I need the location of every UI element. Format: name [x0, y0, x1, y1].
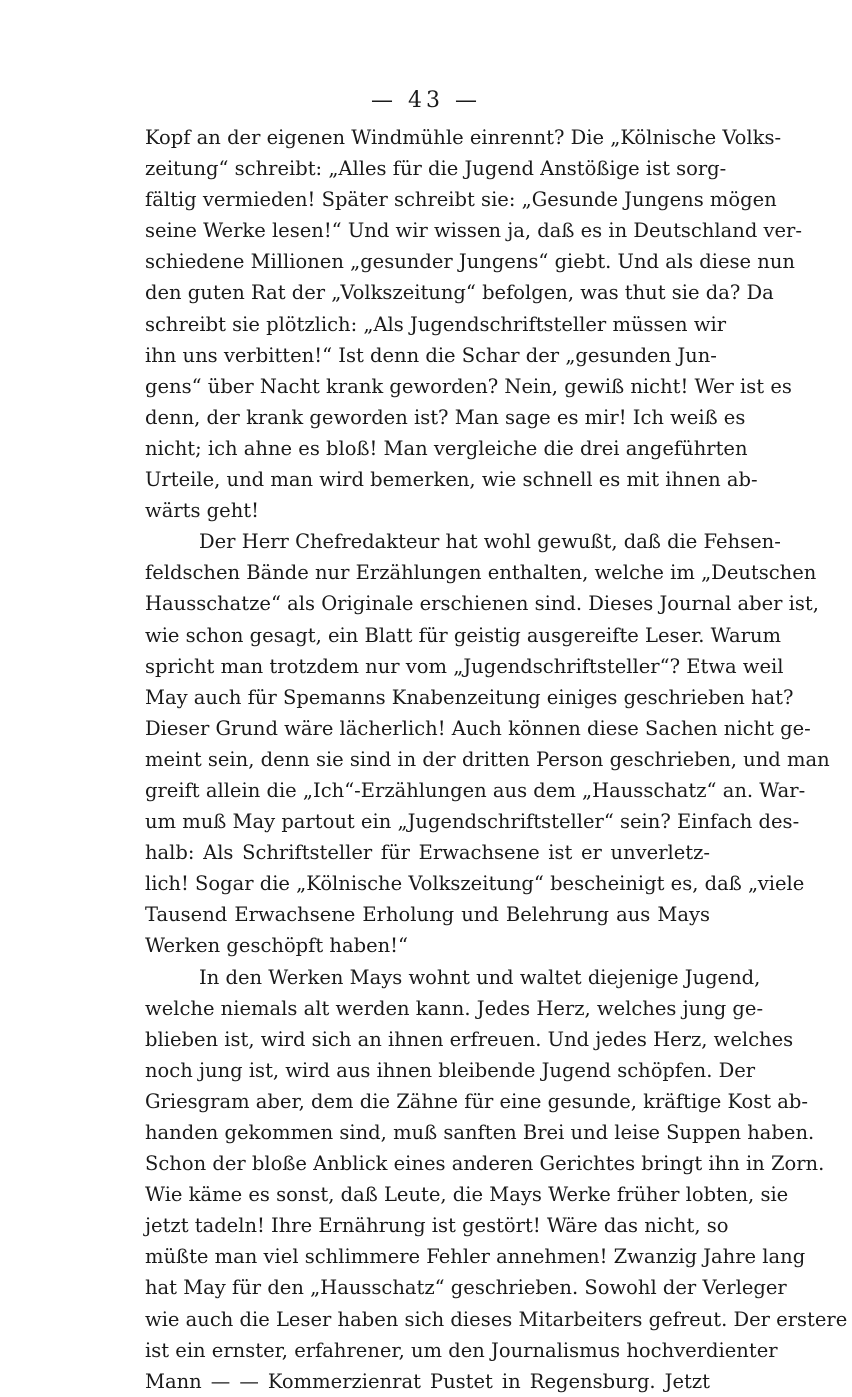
text-line: Tausend Erwachsene Erholung und Belehrung aus Mays: [145, 903, 710, 927]
text-line: Kopf an der eigenen Windmühle einrennt? Die „Kölnische Volks-: [145, 126, 782, 149]
text-line: Wie käme es sonst, daß Leute, die Mays Werke früher lobten, sie: [145, 1183, 789, 1207]
text-line: fältig vermieden! Später schreibt sie: „Gesunde Jungens mögen: [145, 188, 777, 212]
text-line: welche niemals alt werden kann. Jedes Herz, welches jung ge-: [145, 996, 764, 1020]
text-line: handen gekommen sind, muß sanften Brei und leise Suppen haben.: [145, 1121, 815, 1144]
text-line: Griesgram aber, dem die Zähne für eine gesunde, kräftige Kost ab-: [145, 1089, 808, 1113]
text-line: feldschen Bände nur Erzählungen enthalten, welche im „Deutschen: [145, 561, 817, 585]
text-line: seine Werke lesen!“ Und wir wissen ja, daß es in Deutschland ver-: [145, 219, 802, 243]
text-line: müßte man viel schlimmere Fehler annehmen! Zwanzig Jahre lang: [145, 1245, 806, 1269]
text-line: spricht man trotzdem nur vom „Jugendschriftsteller“? Etwa weil: [145, 654, 784, 678]
text-line: lich! Sogar die „Kölnische Volkszeitung“ bescheinigt es, daß „viele: [145, 872, 805, 896]
text-line: Der Herr Chefredakteur hat wohl gewußt, daß die Fehsen-: [199, 530, 781, 554]
text-line: um muß May partout ein „Jugendschriftsteller“ sein? Einfach des-: [145, 810, 800, 834]
body-text: [145, 122, 848, 1397]
text-line: gens“ über Nacht krank geworden? Nein, gewiß nicht! Wer ist es: [145, 374, 792, 398]
text-line: ihn uns verbitten!“ Ist denn die Schar der „gesunden Jun-: [145, 343, 717, 367]
text-line: wärts geht!: [145, 499, 259, 523]
text-line: hat May für den „Hausschatz“ geschrieben. Sowohl der Verleger: [145, 1276, 787, 1300]
text-line: Mann — — Kommerzienrat Pustet in Regensburg. Jetzt: [145, 1369, 710, 1393]
text-line: noch jung ist, wird aus ihnen bleibende Jugend schöpfen. Der: [145, 1058, 756, 1082]
text-line: Hausschatze“ als Originale erschienen sind. Dieses Journal aber ist,: [145, 592, 819, 616]
text-line: halb: Als Schriftsteller für Erwachsene ist er unverletz-: [145, 841, 710, 865]
text-line: Schon der bloße Anblick eines anderen Gerichtes bringt ihn in Zorn.: [145, 1152, 825, 1176]
text-line: ist ein ernster, erfahrener, um den Journalismus hochverdienter: [145, 1338, 778, 1362]
text-line: Dieser Grund wäre lächerlich! Auch können diese Sachen nicht ge-: [145, 716, 811, 740]
text-line: wie schon gesagt, ein Blatt für geistig ausgereifte Leser. Warum: [145, 623, 781, 647]
text-line: nicht; ich ahne es bloß! Man vergleiche die drei angeführten: [145, 436, 748, 460]
text-line: Werken geschöpft haben!“: [145, 934, 408, 958]
text-line: wie auch die Leser haben sich dieses Mitarbeiters gefreut. Der erstere: [145, 1307, 848, 1331]
text-line: jetzt tadeln! Ihre Ernährung ist gestört! Wäre das nicht, so: [145, 1214, 729, 1238]
text-line: schreibt sie plötzlich: „Als Jugendschriftsteller müssen wir: [145, 312, 727, 336]
page-number: — 43 —: [371, 88, 481, 113]
text-line: In den Werken Mays wohnt und waltet diejenige Jugend,: [199, 965, 761, 989]
text-line: blieben ist, wird sich an ihnen erfreuen. Und jedes Herz, welches: [145, 1027, 794, 1051]
text-line: greift allein die „Ich“-Erzählungen aus dem „Hausschatz“ an. War-: [145, 778, 806, 802]
text-line: schiedene Millionen „gesunder Jungens“ giebt. Und als diese nun: [145, 250, 795, 274]
text-line: meint sein, denn sie sind in der dritten Person geschrieben, und man: [145, 747, 830, 771]
text-line: den guten Rat der „Volkszeitung“ befolgen, was thut sie da? Da: [145, 281, 774, 305]
text-line: Urteile, und man wird bemerken, wie schnell es mit ihnen ab-: [145, 468, 758, 492]
text-line: denn, der krank geworden ist? Man sage es mir! Ich weiß es: [145, 405, 746, 429]
text-line: May auch für Spemanns Knabenzeitung einiges geschrieben hat?: [145, 685, 794, 709]
text-line: zeitung“ schreibt: „Alles für die Jugend Anstößige ist sorg-: [145, 157, 727, 181]
